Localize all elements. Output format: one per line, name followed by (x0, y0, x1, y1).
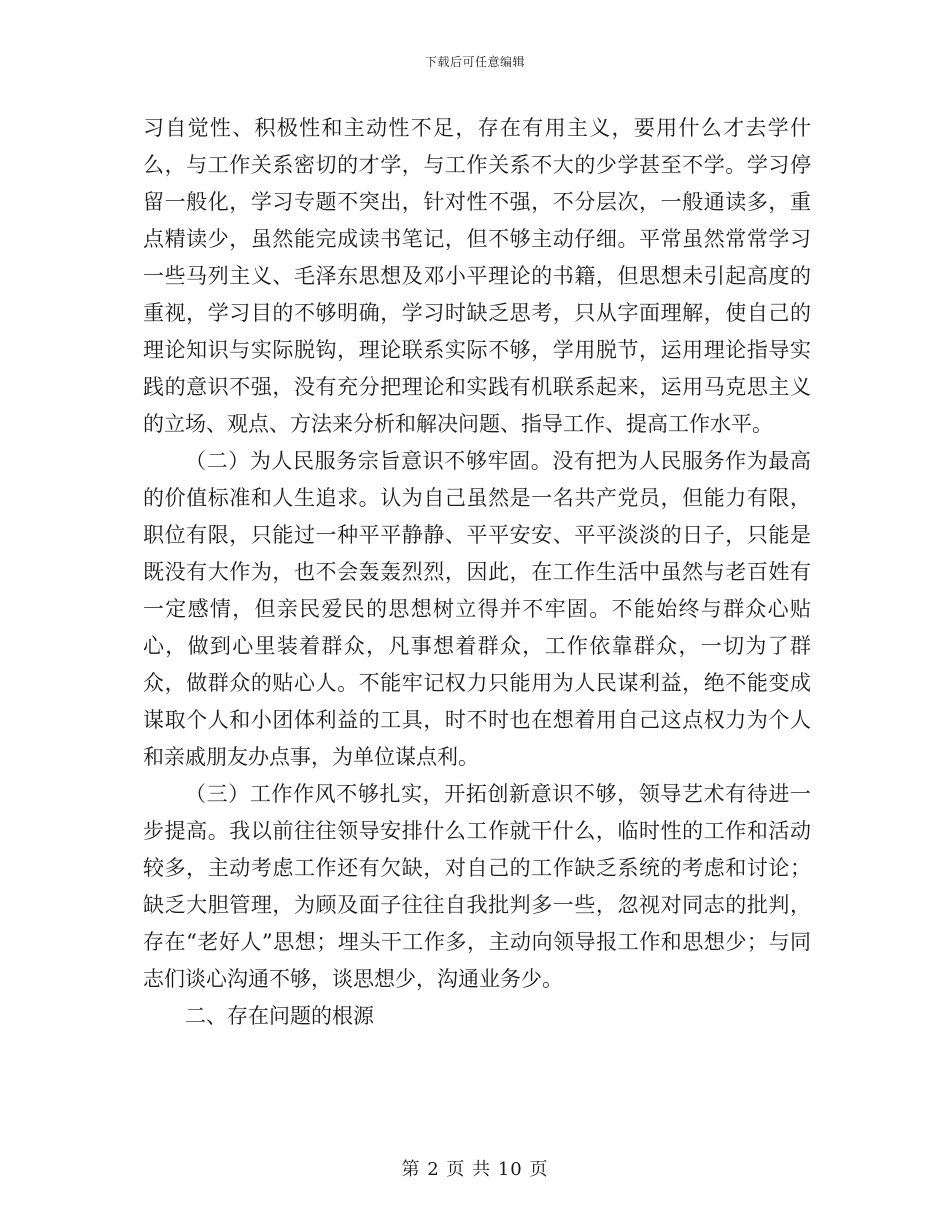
page-number-footer: 第 2 页 共 10 页 (401, 1159, 549, 1180)
document-body (143, 110, 811, 1035)
paragraph-work-style: （三）工作作风不够扎实，开拓创新意识不够，领导艺术有待进一步提高。我以前往往领导安排什么工作就干什么，临时性的工作和活动较多，主动考虑工作还有欠缺，对自己的工作缺乏系统的考虑和讨论；缺乏大胆管理，为顾及面子往往自我批判多一些，忽视对同志的批判，存在“老好人”思想；埋头干工作多，主动向领导报工作和思想少；与同志们谈心沟通不够，谈思想少，沟通业务少。 (143, 782, 811, 991)
section-heading-root-causes: 二、存在问题的根源 (185, 1004, 374, 1028)
paragraph-study-attitude: 习自觉性、积极性和主动性不足，存在有用主义，要用什么才去学什么，与工作关系密切的才学，与工作关系不大的少学甚至不学。学习停留一般化，学习专题不突出，针对性不强，不分层次，一般通读多，重点精读少，虽然能完成读书笔记，但不够主动仔细。平常虽然常常学习一些马列主义、毛泽东思想及邓小平理论的书籍，但思想未引起高度的重视，学习目的不够明确，学习时缺乏思考，只从字面理解，使自己的理论知识与实际脱钩，理论联系实际不够，学用脱节，运用理论指导实践的意识不强，没有充分把理论和实践有机联系起来，运用马克思主义的立场、观点、方法来分析和解决问题、指导工作、提高工作水平。 (143, 116, 811, 436)
paragraph-service-awareness: （二）为人民服务宗旨意识不够牢固。没有把为人民服务作为最高的价值标准和人生追求。认为自己虽然是一名共产党员，但能力有限，职位有限，只能过一种平平静静、平平安安、平平淡淡的日子，只能是既没有大作为，也不会轰轰烈烈，因此，在工作生活中虽然与老百姓有一定感情，但亲民爱民的思想树立得并不牢固。不能始终与群众心贴心，做到心里装着群众，凡事想着群众，工作依靠群众，一切为了群众，做群众的贴心人。不能牢记权力只能用为人民谋利益，绝不能变成谋取个人和小团体利益的工具，时不时也在想着用自己这点权力为个人和亲戚朋友办点事，为单位谋点利。 (143, 449, 811, 769)
page-header-note: 下载后可任意编辑 (424, 55, 525, 69)
